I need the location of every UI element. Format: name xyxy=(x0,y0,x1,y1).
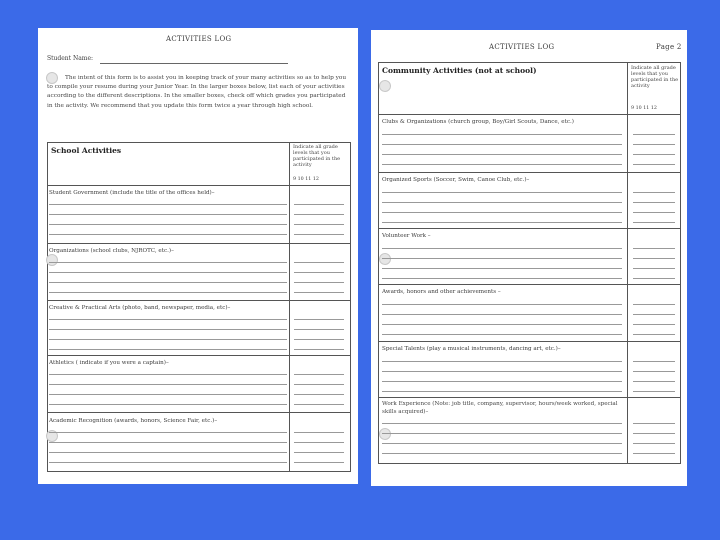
grade-line[interactable] xyxy=(633,268,675,269)
write-line[interactable] xyxy=(382,258,622,259)
write-line[interactable] xyxy=(49,234,287,235)
write-line[interactable] xyxy=(382,334,622,335)
row-organized-sports: Organized Sports (Soccer, Swim, Canoe Club, etc.)– xyxy=(382,177,530,183)
row-divider xyxy=(47,355,351,356)
row-clubs-organizations: Clubs & Organizations (church group, Boy/Girl Scouts, Dance, etc.) xyxy=(382,119,574,125)
row-volunteer-work: Volunteer Work – xyxy=(382,233,431,239)
write-line[interactable] xyxy=(382,154,622,155)
grade-line[interactable] xyxy=(633,134,675,135)
grade-numbers: 9 10 11 12 xyxy=(631,106,657,111)
row-organizations: Organizations (school clubs, NJROTC, etc.)– xyxy=(49,248,174,254)
row-special-talents: Special Talents (play a musical instruments, dancing art, etc.)– xyxy=(382,346,561,352)
write-line[interactable] xyxy=(382,222,622,223)
write-line[interactable] xyxy=(49,432,287,433)
write-line[interactable] xyxy=(382,423,622,424)
write-line[interactable] xyxy=(382,433,622,434)
grade-line[interactable] xyxy=(633,154,675,155)
grade-line[interactable] xyxy=(294,214,344,215)
punch-hole xyxy=(379,253,391,265)
grade-line[interactable] xyxy=(633,361,675,362)
grade-line[interactable] xyxy=(294,282,344,283)
write-line[interactable] xyxy=(49,384,287,385)
page-1-title: ACTIVITIES LOG xyxy=(166,35,232,43)
grade-line[interactable] xyxy=(294,272,344,273)
page-number: Page 2 xyxy=(656,43,682,51)
write-line[interactable] xyxy=(49,452,287,453)
row-divider xyxy=(47,243,351,244)
student-name-line[interactable] xyxy=(100,63,288,64)
write-line[interactable] xyxy=(382,304,622,305)
grade-line[interactable] xyxy=(633,334,675,335)
header-divider xyxy=(47,185,351,186)
grade-levels-header: Indicate all grade levels that you participated in the activity xyxy=(631,65,679,89)
grade-line[interactable] xyxy=(633,192,675,193)
grade-line[interactable] xyxy=(633,423,675,424)
header-divider xyxy=(378,114,681,115)
write-line[interactable] xyxy=(382,134,622,135)
row-creative-arts: Creative & Practical Arts (photo, band, newspaper, media, etc)– xyxy=(49,305,231,311)
community-activities-title: Community Activities (not at school) xyxy=(382,66,537,75)
grade-line[interactable] xyxy=(294,432,344,433)
write-line[interactable] xyxy=(382,248,622,249)
row-divider xyxy=(47,412,351,413)
grade-line[interactable] xyxy=(294,262,344,263)
write-line[interactable] xyxy=(382,164,622,165)
grade-line[interactable] xyxy=(294,404,344,405)
row-divider xyxy=(378,172,681,173)
grade-line[interactable] xyxy=(633,381,675,382)
write-line[interactable] xyxy=(49,204,287,205)
grade-line[interactable] xyxy=(633,304,675,305)
write-line[interactable] xyxy=(382,268,622,269)
grade-line[interactable] xyxy=(633,324,675,325)
grade-numbers: 9 10 11 12 xyxy=(293,177,319,182)
grade-line[interactable] xyxy=(633,258,675,259)
punch-hole xyxy=(379,80,391,92)
grade-line[interactable] xyxy=(294,462,344,463)
grade-line[interactable] xyxy=(633,144,675,145)
write-line[interactable] xyxy=(49,262,287,263)
write-line[interactable] xyxy=(49,462,287,463)
grade-line[interactable] xyxy=(294,394,344,395)
grade-line[interactable] xyxy=(294,452,344,453)
grade-line[interactable] xyxy=(633,248,675,249)
grade-line[interactable] xyxy=(633,222,675,223)
row-divider xyxy=(378,341,681,342)
write-line[interactable] xyxy=(382,324,622,325)
write-line[interactable] xyxy=(382,212,622,213)
row-divider xyxy=(47,300,351,301)
grade-line[interactable] xyxy=(294,234,344,235)
row-divider xyxy=(378,228,681,229)
grade-line[interactable] xyxy=(633,443,675,444)
grade-levels-header: Indicate all grade levels that you participated in the activity xyxy=(293,144,341,168)
grade-line[interactable] xyxy=(294,319,344,320)
write-line[interactable] xyxy=(49,349,287,350)
write-line[interactable] xyxy=(382,192,622,193)
write-line[interactable] xyxy=(382,202,622,203)
activities-log-page-2 xyxy=(371,30,687,486)
write-line[interactable] xyxy=(382,144,622,145)
grade-line[interactable] xyxy=(633,212,675,213)
row-awards-honors: Awards, honors and other achievements – xyxy=(382,289,501,295)
grade-line[interactable] xyxy=(633,202,675,203)
write-line[interactable] xyxy=(49,374,287,375)
school-activities-title: School Activities xyxy=(51,146,122,155)
grade-line[interactable] xyxy=(633,453,675,454)
write-line[interactable] xyxy=(49,272,287,273)
write-line[interactable] xyxy=(49,214,287,215)
grade-line[interactable] xyxy=(294,349,344,350)
write-line[interactable] xyxy=(382,443,622,444)
grade-line[interactable] xyxy=(633,391,675,392)
write-line[interactable] xyxy=(382,391,622,392)
write-line[interactable] xyxy=(382,278,622,279)
write-line[interactable] xyxy=(49,224,287,225)
write-line[interactable] xyxy=(49,394,287,395)
grade-line[interactable] xyxy=(294,374,344,375)
write-line[interactable] xyxy=(382,361,622,362)
punch-hole xyxy=(46,254,58,266)
grade-line[interactable] xyxy=(633,164,675,165)
grade-line[interactable] xyxy=(633,278,675,279)
intro-paragraph: The intent of this form is to assist you in keeping track of your many activities so as to help you to compile your resume during your Junior Year. In the larger boxes below, list each of your activities according to the different descriptions. In the smaller boxes, check off which grades you participated in the activity. We recommend that you update this form twice a year through high school. xyxy=(47,75,347,109)
grade-column-divider xyxy=(627,62,628,464)
grade-line[interactable] xyxy=(633,371,675,372)
write-line[interactable] xyxy=(49,339,287,340)
write-line[interactable] xyxy=(382,453,622,454)
write-line[interactable] xyxy=(49,319,287,320)
grade-line[interactable] xyxy=(633,433,675,434)
write-line[interactable] xyxy=(382,381,622,382)
write-line[interactable] xyxy=(49,292,287,293)
row-divider xyxy=(378,397,681,398)
row-athletics: Athletics ( indicate if you were a captain)– xyxy=(49,360,169,366)
punch-hole xyxy=(379,428,391,440)
write-line[interactable] xyxy=(49,404,287,405)
grade-line[interactable] xyxy=(633,314,675,315)
write-line[interactable] xyxy=(382,371,622,372)
grade-line[interactable] xyxy=(294,329,344,330)
row-work-experience: Work Experience (Note: job title, company, supervisor, hours/week worked, special skills acquired)– xyxy=(382,401,618,415)
grade-line[interactable] xyxy=(294,204,344,205)
activities-log-page-1 xyxy=(38,28,358,484)
grade-line[interactable] xyxy=(294,442,344,443)
write-line[interactable] xyxy=(382,314,622,315)
grade-column-divider xyxy=(289,142,290,472)
page-2-title: ACTIVITIES LOG xyxy=(489,43,555,51)
grade-line[interactable] xyxy=(294,224,344,225)
grade-line[interactable] xyxy=(294,384,344,385)
write-line[interactable] xyxy=(49,442,287,443)
row-student-government: Student Government (include the title of the offices held)– xyxy=(49,190,215,196)
grade-line[interactable] xyxy=(294,292,344,293)
write-line[interactable] xyxy=(49,329,287,330)
grade-line[interactable] xyxy=(294,339,344,340)
row-academic-recognition: Academic Recognition (awards, honors, Science Fair, etc.)– xyxy=(49,418,218,424)
write-line[interactable] xyxy=(49,282,287,283)
student-name-label: Student Name: xyxy=(47,55,94,62)
row-divider xyxy=(378,284,681,285)
